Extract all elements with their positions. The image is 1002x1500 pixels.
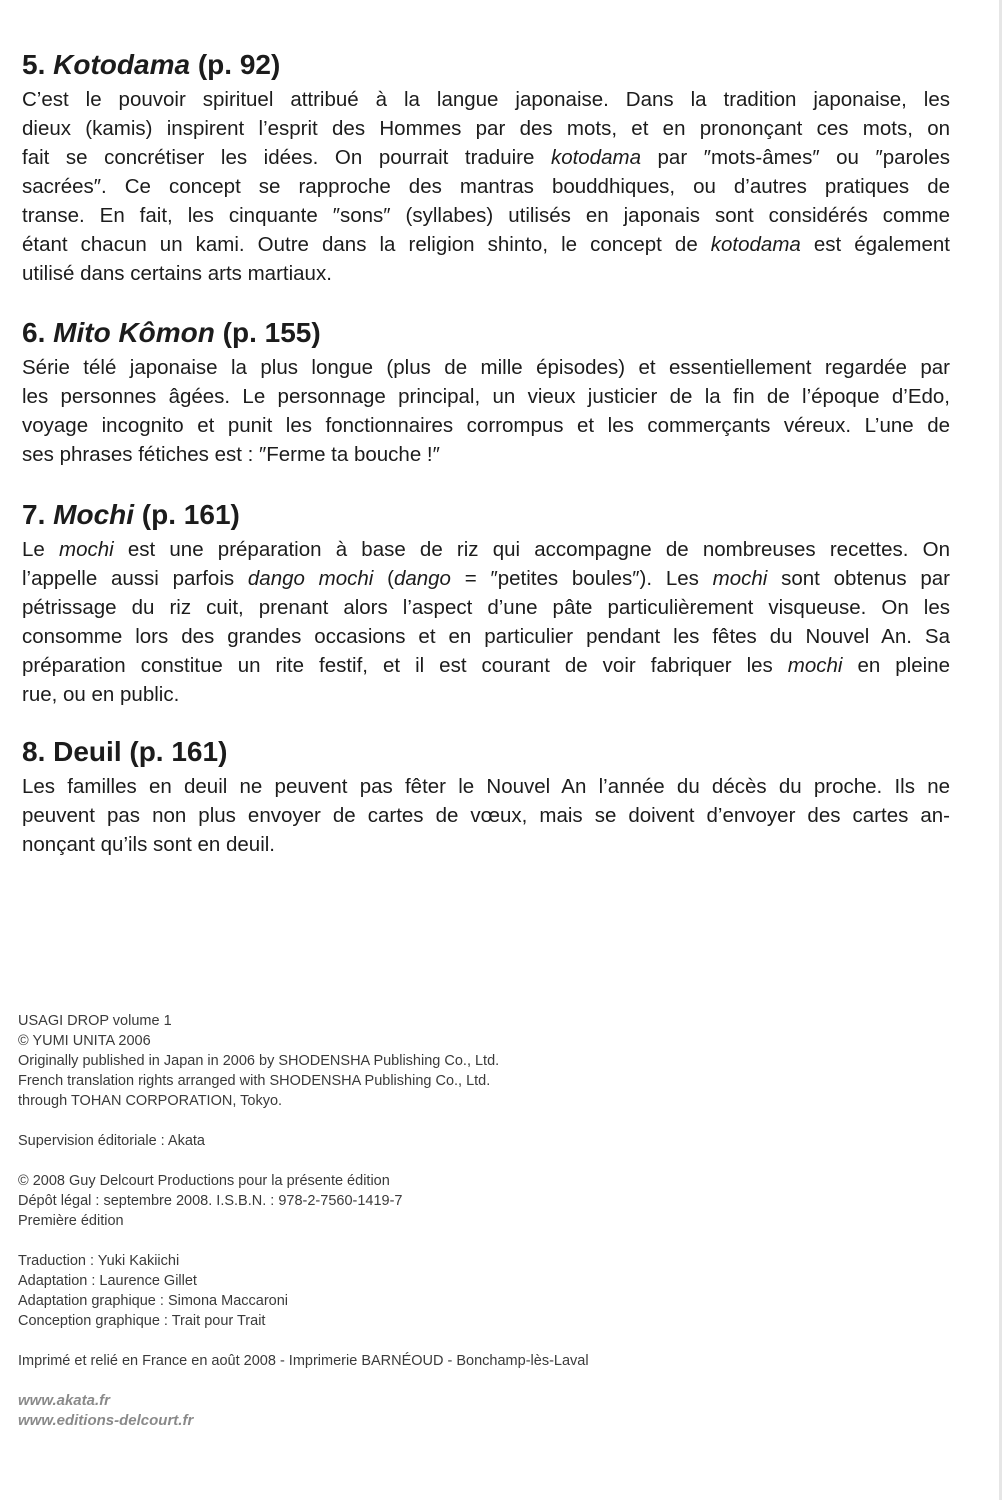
colophon-line: Originally published in Japan in 2006 by SHODENSHA Publishing Co., Ltd.	[18, 1053, 500, 1069]
colophon-line: Première édition	[18, 1213, 124, 1229]
glossary-entry-8	[22, 734, 950, 859]
text-run: = ″petites boules″). Les	[450, 567, 713, 590]
entry-text-line	[22, 535, 950, 564]
colophon-line: French translation rights arranged with SHODENSHA Publishing Co., Ltd.	[18, 1073, 491, 1089]
entry-text-line	[22, 259, 950, 288]
text-run: par ″mots-âmes″ ou ″paroles	[640, 146, 950, 169]
text-run: (p. 155)	[214, 317, 321, 348]
italic-term: mochi	[787, 654, 843, 677]
colophon-line: Supervision éditoriale : Akata	[18, 1133, 205, 1149]
text-run: est une préparation à base de riz qui accompagne de nombreuses recettes. On	[113, 538, 950, 561]
text-run: peuvent pas non plus envoyer de cartes de vœux, mais se doivent d’envoyer des cartes an-	[22, 804, 950, 827]
colophon-line: Dépôt légal : septembre 2008. I.S.B.N. : 978-2-7560-1419-7	[18, 1193, 403, 1209]
spacer	[18, 1231, 589, 1251]
text-run	[45, 317, 53, 348]
italic-term: kotodama	[710, 233, 801, 256]
website-links	[18, 1391, 193, 1431]
entry-text-line	[22, 593, 950, 622]
text-run: (p. 92)	[190, 49, 281, 80]
text-run	[45, 49, 53, 80]
italic-term: kotodama	[550, 146, 641, 169]
entry-text-line	[22, 622, 950, 651]
colophon	[18, 1011, 589, 1371]
entry-text-line	[22, 230, 950, 259]
entry-text-line	[22, 772, 950, 801]
entry-heading	[22, 734, 950, 770]
italic-term: Mito Kômon	[53, 317, 215, 348]
colophon-line: Adaptation : Laurence Gillet	[18, 1273, 197, 1289]
entry-text-line	[22, 172, 950, 201]
colophon-line: through TOHAN CORPORATION, Tokyo.	[18, 1093, 283, 1109]
colophon-line: USAGI DROP volume 1	[18, 1013, 172, 1029]
text-run	[45, 499, 53, 530]
text-run: dieux (kamis) inspirent l’esprit des Hommes par des mots, et en prononçant ces mots, on	[22, 117, 950, 140]
akata-link[interactable]: www.akata.fr	[18, 1392, 110, 1409]
text-run: les personnes âgées. Le personnage principal, un vieux justicier de la fin de l’époque d’Edo,	[22, 385, 950, 408]
colophon-line: © YUMI UNITA 2006	[18, 1033, 151, 1049]
text-run: Série télé japonaise la plus longue (plus de mille épisodes) et essentiellement regardée par	[22, 356, 950, 379]
entry-text-line	[22, 411, 950, 440]
text-run: C’est le pouvoir spirituel attribué à la langue japonaise. Dans la tradition japonaise, les	[22, 88, 950, 111]
text-run: sont obtenus par	[767, 567, 950, 590]
glossary-entry-6	[22, 315, 950, 469]
spacer	[18, 1151, 589, 1171]
text-run: transe. En fait, les cinquante ″sons″ (syllabes) utilisés en japonais sont considérés comme	[22, 204, 950, 227]
entry-heading	[22, 497, 950, 533]
entry-text-line	[22, 382, 950, 411]
italic-term: Mochi	[53, 499, 135, 530]
colophon-line: Traduction : Yuki Kakiichi	[18, 1253, 180, 1269]
entry-text-line	[22, 353, 950, 382]
glossary-entry-7	[22, 497, 950, 709]
colophon-line: Imprimé et relié en France en août 2008 - Imprimerie BARNÉOUD - Bonchamp-lès-Laval	[18, 1353, 589, 1369]
italic-term: mochi	[712, 567, 768, 590]
text-run: nonçant qu’ils sont en deuil.	[22, 833, 276, 856]
entry-text-line	[22, 440, 950, 469]
text-run: (p. 161)	[134, 499, 240, 530]
text-run: est également	[800, 233, 950, 256]
text-run: utilisé dans certains arts martiaux.	[22, 262, 332, 285]
entry-text-line	[22, 114, 950, 143]
text-run: consomme lors des grandes occasions et en particulier pendant les fêtes du Nouvel An. Sa	[22, 625, 950, 648]
text-run: voyage incognito et punit les fonctionnaires corrompus et les commerçants véreux. L’une de	[22, 414, 950, 437]
entry-text-line	[22, 801, 950, 830]
text-run: l’appelle aussi parfois	[22, 567, 248, 590]
colophon-line: Conception graphique : Trait pour Trait	[18, 1313, 266, 1329]
glossary-entry-5	[22, 47, 950, 288]
text-run: ses phrases fétiches est : ″Ferme ta bouche !″	[22, 443, 440, 466]
entry-text-line	[22, 201, 950, 230]
italic-term: Kotodama	[53, 49, 191, 80]
text-run: rue, ou en public.	[22, 683, 180, 706]
entry-number: 7.	[22, 499, 46, 530]
italic-term: dango	[393, 567, 451, 590]
delcourt-link[interactable]: www.editions-delcourt.fr	[18, 1412, 194, 1429]
text-run: (	[373, 567, 394, 590]
entry-heading	[22, 47, 950, 83]
italic-term: dango mochi	[247, 567, 374, 590]
spacer	[18, 1331, 589, 1351]
text-run: fait se concrétiser les idées. On pourrait traduire	[22, 146, 551, 169]
text-run: Les familles en deuil ne peuvent pas fêter le Nouvel An l’année du décès du proche. Ils ne	[22, 775, 950, 798]
entry-text-line	[22, 830, 950, 859]
text-run: pétrissage du riz cuit, prenant alors l’aspect d’une pâte particulièrement visqueuse. On les	[22, 596, 950, 619]
italic-term: mochi	[59, 538, 114, 561]
entry-text-line	[22, 564, 950, 593]
text-run: Deuil (p. 161)	[45, 736, 228, 767]
text-run: en pleine	[842, 654, 950, 677]
entry-text-line	[22, 143, 950, 172]
entry-text-line	[22, 85, 950, 114]
entry-number: 6.	[22, 317, 46, 348]
colophon-line: © 2008 Guy Delcourt Productions pour la présente édition	[18, 1173, 390, 1189]
text-run: étant chacun un kami. Outre dans la religion shinto, le concept de	[22, 233, 711, 256]
entry-text-line	[22, 651, 950, 680]
entry-number: 8.	[22, 736, 46, 767]
entry-text-line	[22, 680, 950, 709]
colophon-line: Adaptation graphique : Simona Maccaroni	[18, 1293, 289, 1309]
text-run: sacrées″. Ce concept se rapproche des mantras bouddhiques, ou d’autres pratiques de	[22, 175, 950, 198]
text-run: Le	[22, 538, 59, 561]
entry-heading	[22, 315, 950, 351]
entry-number: 5.	[22, 49, 46, 80]
spacer	[18, 1111, 589, 1131]
text-run: préparation constitue un rite festif, et il est courant de voir fabriquer les	[22, 654, 788, 677]
